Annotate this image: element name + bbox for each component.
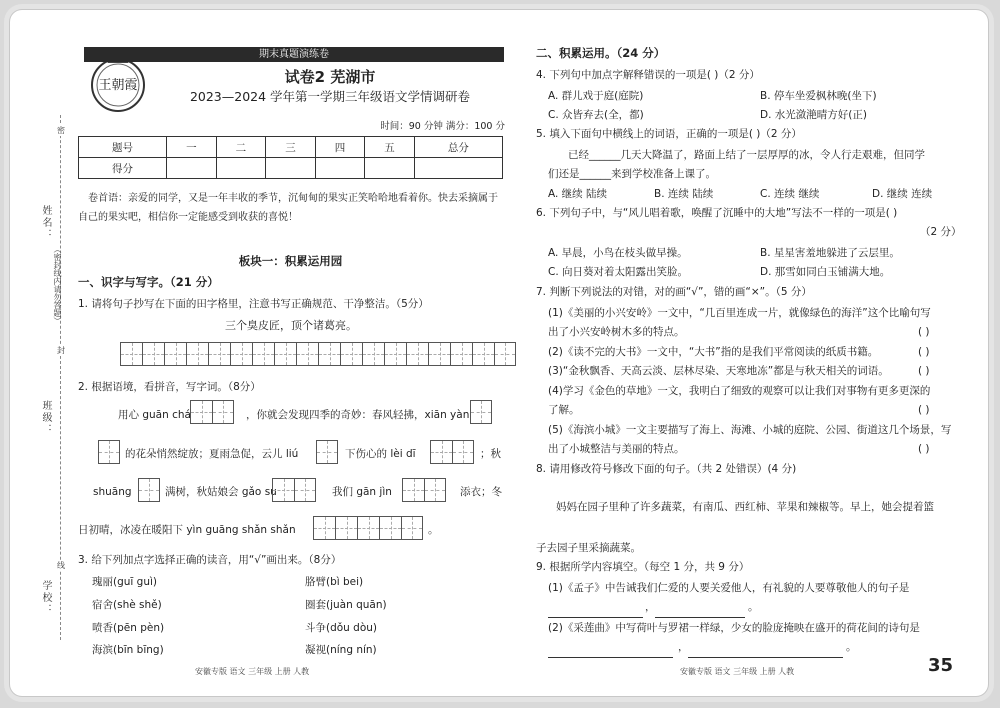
seal-note: （密封线内请勿答题） xyxy=(53,245,62,325)
q2-answer-grid[interactable] xyxy=(316,440,338,464)
seal-word-feng: 封 xyxy=(57,346,65,355)
score-input-cell[interactable] xyxy=(216,158,266,179)
q9-item-1: (1)《孟子》中告诫我们仁爱的人要关爱他人，有礼貌的人要尊敬他人的句子是 xyxy=(548,582,910,594)
q3-option[interactable]: 海滨(bīn bīng) xyxy=(92,644,164,656)
q7-item: (3)“金秋飘香、天高云淡、层林尽染、天寒地冻”都是与秋天相关的词语。 xyxy=(548,365,889,377)
seal-word-mi: 密 xyxy=(57,126,65,135)
q2-line4a: 日初晴，冰凌在暖阳下 yìn guāng shǎn shǎn xyxy=(78,524,296,536)
q5-sentence-2: 们还是______来到学校准备上课了。 xyxy=(548,168,716,180)
paper-subtitle: 2023—2024 学年第一学期三年级语文学情调研卷 xyxy=(189,89,471,104)
q6-text: 6. 下列句子中，与“风儿唱着歌，唤醒了沉睡中的大地”写法不一样的一项是( ) xyxy=(536,207,898,219)
q4-option[interactable]: C. 众皆弃去(全，都) xyxy=(548,109,644,121)
q2-answer-grid[interactable] xyxy=(470,400,492,424)
q3-text: 3. 给下列加点字选择正确的读音，用“√”画出来。（8分） xyxy=(78,554,342,566)
q4-option[interactable]: D. 水光潋滟晴方好(正) xyxy=(760,109,867,121)
q9-comma: ， xyxy=(678,641,689,653)
q7-item: (4)学习《金色的草地》一文，我明白了细致的观察可以让我们对事物有更多更深的 xyxy=(548,385,931,397)
q4-option[interactable]: A. 群儿戏于庭(庭院) xyxy=(548,90,644,102)
q7-answer-paren[interactable]: ( ) xyxy=(918,326,930,338)
q2-answer-grid[interactable] xyxy=(190,400,234,424)
q3-option[interactable]: 斗争(dǒu dòu) xyxy=(305,622,378,634)
part-one-title: 一、识字与写字。（21 分） xyxy=(78,275,219,289)
q2-line4b: 。 xyxy=(428,524,439,536)
q4-option[interactable]: B. 停车坐爱枫林晚(坐下) xyxy=(760,90,877,102)
q2-line2b: 下伤心的 lèi dī xyxy=(345,448,416,460)
q1-writing-grid[interactable] xyxy=(120,342,516,366)
score-input-cell[interactable] xyxy=(315,158,365,179)
q2-line3a: shuāng xyxy=(93,486,132,498)
score-input-cell[interactable] xyxy=(365,158,415,179)
q9-period: 。 xyxy=(846,641,857,653)
table-cell: 四 xyxy=(315,137,365,158)
q2-line3d: 添衣；冬 xyxy=(460,486,502,498)
q4-text: 4. 下列句中加点字解释错误的一项是( )（2 分） xyxy=(536,69,760,81)
q2-answer-grid[interactable] xyxy=(138,478,160,502)
q3-option[interactable]: 瑰丽(guī guì) xyxy=(92,576,158,588)
q3-option[interactable]: 喷香(pēn pèn) xyxy=(92,622,165,634)
table-cell: 五 xyxy=(365,137,415,158)
q5-option[interactable]: B. 连续 陆续 xyxy=(654,188,714,200)
q2-answer-grid[interactable] xyxy=(98,440,120,464)
paper-title: 试卷2 芜湖市 xyxy=(284,68,376,86)
q5-option[interactable]: C. 连续 继续 xyxy=(760,188,820,200)
score-table xyxy=(78,136,503,179)
q2-answer-grid[interactable] xyxy=(313,516,423,540)
q3-option[interactable]: 宿舍(shè shě) xyxy=(92,599,162,611)
q7-answer-paren[interactable]: ( ) xyxy=(918,365,930,377)
q6-option[interactable]: A. 早晨，小鸟在枝头做早操。 xyxy=(548,247,688,259)
q9-blank-line[interactable] xyxy=(655,603,745,622)
intro-line-1: 卷首语：亲爱的同学，又是一年丰收的季节，沉甸甸的果实正笑哈哈地看着你。快去采摘属于 xyxy=(88,193,498,204)
table-cell: 二 xyxy=(216,137,266,158)
q2-line3c: 我们 gān jìn xyxy=(332,486,392,498)
q8-text: 8. 请用修改符号修改下面的句子。（共 2 处错误）(4 分) xyxy=(536,463,797,475)
q5-sentence-1: 已经______几天大降温了，路面上结了一层厚厚的冰，令人行走艰难，但同学 xyxy=(568,149,925,161)
q9-blank-line[interactable] xyxy=(688,643,843,662)
q2-line2c: ；秋 xyxy=(480,448,501,460)
q2-answer-grid[interactable] xyxy=(272,478,316,502)
table-cell: 三 xyxy=(266,137,316,158)
footer-left: 安徽专版 语文 三年级 上册 人教 xyxy=(195,667,310,676)
intro-line-2: 自己的果实吧，相信你一定能感受到收获的喜悦！ xyxy=(78,212,298,223)
q3-option[interactable]: 凝视(níng nín) xyxy=(305,644,377,656)
q7-answer-paren[interactable]: ( ) xyxy=(918,443,930,455)
q2-line2a: 的花朵悄然绽放；夏雨急促，云儿 liú xyxy=(125,448,299,460)
q7-item: 出了小城整洁与美丽的特点。 xyxy=(548,443,685,455)
q9-comma: ， xyxy=(645,601,656,613)
q7-answer-paren[interactable]: ( ) xyxy=(918,404,930,416)
footer-right: 安徽专版 语文 三年级 上册 人教 xyxy=(680,667,795,676)
section-title: 板块一：积累运用园 xyxy=(238,254,343,268)
q2-text: 2. 根据语境，看拼音，写字词。（8分） xyxy=(78,381,261,393)
q5-option[interactable]: D. 继续 连续 xyxy=(872,188,933,200)
time-score: 时间：90 分钟 满分：100 分 xyxy=(380,121,505,132)
q5-option[interactable]: A. 继续 陆续 xyxy=(548,188,608,200)
q2-line1a: 用心 guān chá xyxy=(118,409,191,421)
q5-text: 5. 填入下面句中横线上的词语，正确的一项是( )（2 分） xyxy=(536,128,802,140)
q9-item-2: (2)《采莲曲》中写荷叶与罗裙一样绿，少女的脸庞掩映在盛开的荷花间的诗句是 xyxy=(548,622,920,634)
table-cell: 得分 xyxy=(79,158,167,179)
header-band: 期末真题演练卷 xyxy=(84,47,504,62)
table-row xyxy=(79,158,503,179)
q2-answer-grid[interactable] xyxy=(402,478,446,502)
q1-sentence: 三个臭皮匠，顶个诸葛亮。 xyxy=(225,319,357,332)
q6-option[interactable]: B. 星星害羞地躲进了云层里。 xyxy=(760,247,900,259)
table-cell: 总分 xyxy=(414,137,502,158)
q6-option[interactable]: D. 那雪如同白玉铺满大地。 xyxy=(760,266,891,278)
score-input-cell[interactable] xyxy=(167,158,217,179)
table-row xyxy=(79,137,503,158)
q7-item: (1)《美丽的小兴安岭》一文中，“几百里连成一片，就像绿色的海洋”这个比喻句写 xyxy=(548,307,931,319)
school-label: 学校： xyxy=(40,580,51,616)
q8-sentence-2: 子去园子里采摘蔬菜。 xyxy=(536,542,641,554)
q7-text: 7. 判断下列说法的对错，对的画“√”，错的画“×”。（5 分） xyxy=(536,286,812,298)
score-input-cell[interactable] xyxy=(266,158,316,179)
q7-item: (5)《海滨小城》一文主要描写了海上、海滩、小城的庭院、公园、街道这几个场景，写 xyxy=(548,424,952,436)
q9-blank-line[interactable] xyxy=(548,603,643,622)
q2-line1b: ，你就会发现四季的奇妙：春风轻拂，xiān yàn xyxy=(246,409,470,421)
q8-sentence-1: 妈妈在园子里种了许多蔬菜，有南瓜、西红柿、苹果和辣椒等。早上，她会提着篮 xyxy=(556,501,934,513)
part-two-title: 二、积累运用。（24 分） xyxy=(536,46,666,60)
q7-item: 了解。 xyxy=(548,404,580,416)
q3-option[interactable]: 圈套(juàn quān) xyxy=(305,599,387,611)
page-number: 35 xyxy=(928,655,954,676)
class-label: 班级： xyxy=(40,400,51,436)
q6-score: （2 分） xyxy=(920,226,962,238)
name-label: 姓名： xyxy=(40,205,51,241)
q9-period: 。 xyxy=(748,601,759,613)
svg-text:王朝霞: 王朝霞 xyxy=(98,78,138,93)
q7-item: (2)《读不完的大书》一文中，“大书”指的是我们平常阅读的纸质书籍。 xyxy=(548,346,879,358)
q7-answer-paren[interactable]: ( ) xyxy=(918,346,930,358)
q6-option[interactable]: C. 向日葵对着太阳露出笑脸。 xyxy=(548,266,689,278)
q9-text: 9. 根据所学内容填空。（每空 1 分，共 9 分） xyxy=(536,561,750,573)
q2-line3b: 满树，秋姑娘会 gǎo su xyxy=(165,486,277,498)
q3-option[interactable]: 胳臂(bì bei) xyxy=(305,576,364,588)
q1-text: 1. 请将句子抄写在下面的田字格里，注意书写正确规范、干净整洁。（5分） xyxy=(78,298,429,310)
q9-blank-line[interactable] xyxy=(548,643,673,662)
seal-word-xian: 线 xyxy=(57,561,65,570)
table-cell: 一 xyxy=(167,137,217,158)
q2-answer-grid[interactable] xyxy=(430,440,474,464)
score-input-cell[interactable] xyxy=(414,158,502,179)
table-cell: 题号 xyxy=(79,137,167,158)
q7-item: 出了小兴安岭树木多的特点。 xyxy=(548,326,685,338)
